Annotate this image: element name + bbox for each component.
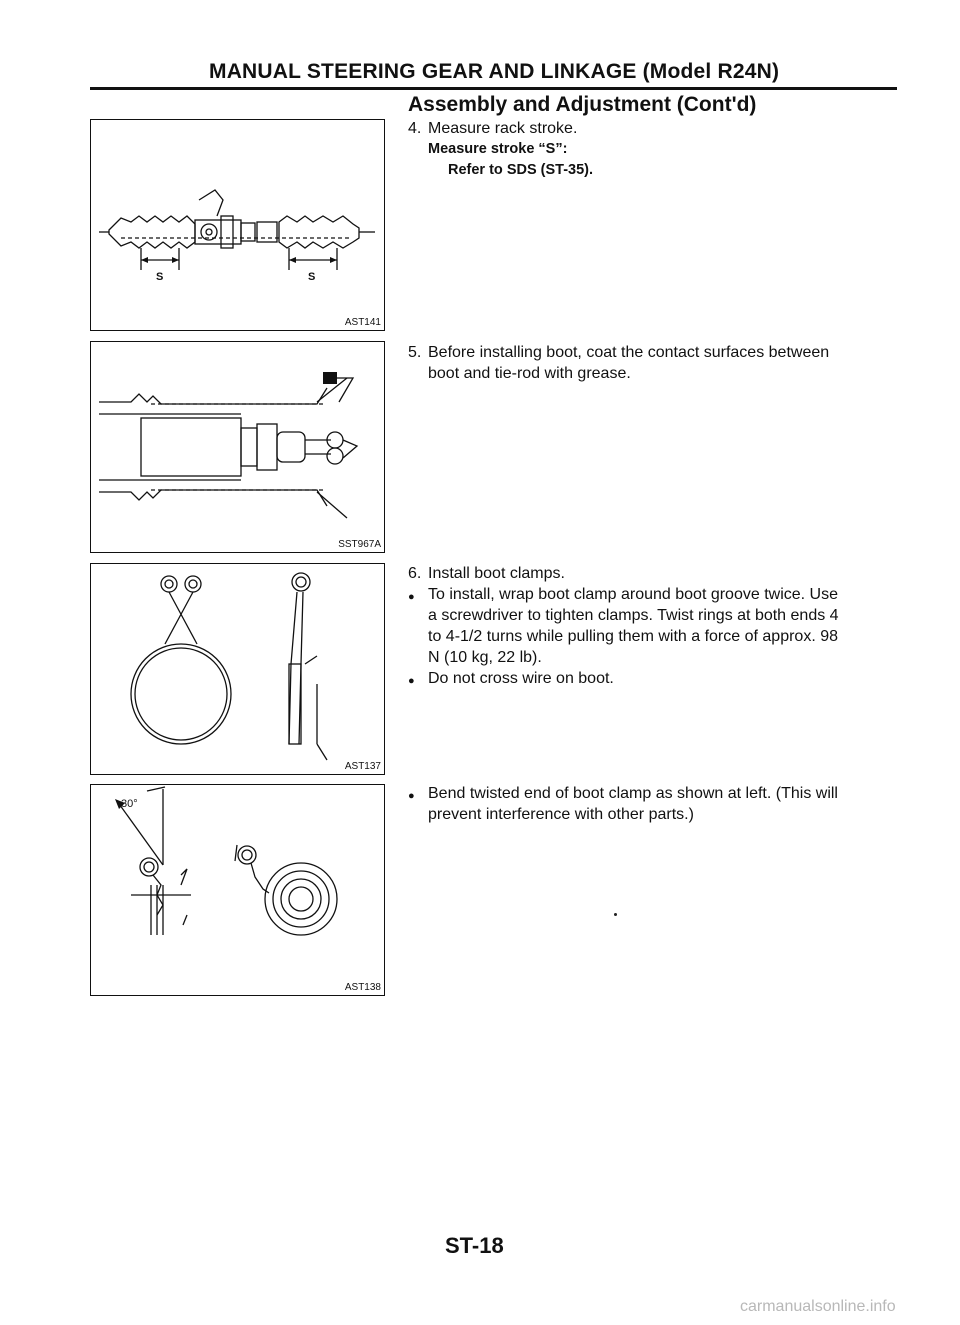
step-text-line2: boot and tie-rod with grease. <box>428 365 631 382</box>
bullet-dot: ● <box>408 790 415 802</box>
step-text: Measure rack stroke. <box>428 120 578 137</box>
steering-gear-illustration <box>91 120 386 332</box>
page-header: MANUAL STEERING GEAR AND LINKAGE (Model R24N) <box>209 60 780 83</box>
figure-id: SST967A <box>338 539 381 550</box>
bullet-line3: to 4-1/2 turns while pulling them with a force of approx. 98 <box>428 628 838 645</box>
bullet-line2: prevent interference with other parts.) <box>428 806 694 823</box>
bullet-line2: a screwdriver to tighten clamps. Twist rings at both ends 4 <box>428 607 839 624</box>
bullet-dot: ● <box>408 591 415 603</box>
step-number: 6. <box>408 565 422 582</box>
boot-clamp-illustration <box>91 564 386 776</box>
step-text: Install boot clamps. <box>428 565 565 582</box>
figure-id: AST137 <box>344 761 381 772</box>
stroke-label-left: S <box>156 271 164 283</box>
step-number: 4. <box>408 120 422 137</box>
print-speck <box>614 913 617 916</box>
figure-bend-clamp <box>90 784 385 996</box>
stroke-label-right: S <box>308 271 316 283</box>
step-number: 5. <box>408 344 422 361</box>
step-text-line1: Before installing boot, coat the contact surfaces between <box>428 344 830 361</box>
figure-id: AST138 <box>344 982 381 993</box>
bullet-dot: ● <box>408 675 415 687</box>
bullet-line1: To install, wrap boot clamp around boot groove twice. Use <box>428 586 838 603</box>
bullet-line4: N (10 kg, 22 lb). <box>428 649 542 666</box>
spec-label: Measure stroke “S”: <box>428 141 568 157</box>
figure-rack-stroke <box>90 119 385 331</box>
header-rule <box>90 87 897 90</box>
figure-boot-grease <box>90 341 385 553</box>
boot-tie-rod-illustration <box>91 342 386 554</box>
figure-boot-clamps <box>90 563 385 775</box>
figure-id: AST141 <box>344 317 381 328</box>
bullet-text: Do not cross wire on boot. <box>428 670 614 687</box>
page-number: ST-18 <box>445 1233 504 1258</box>
angle-label: 30° <box>121 798 138 810</box>
watermark: carmanualsonline.info <box>740 1298 896 1315</box>
spec-reference: Refer to SDS (ST-35). <box>448 162 594 178</box>
bullet-line1: Bend twisted end of boot clamp as shown at left. (This will <box>428 785 838 802</box>
bend-clamp-illustration <box>91 785 386 997</box>
section-title: Assembly and Adjustment (Cont'd) <box>408 93 757 116</box>
